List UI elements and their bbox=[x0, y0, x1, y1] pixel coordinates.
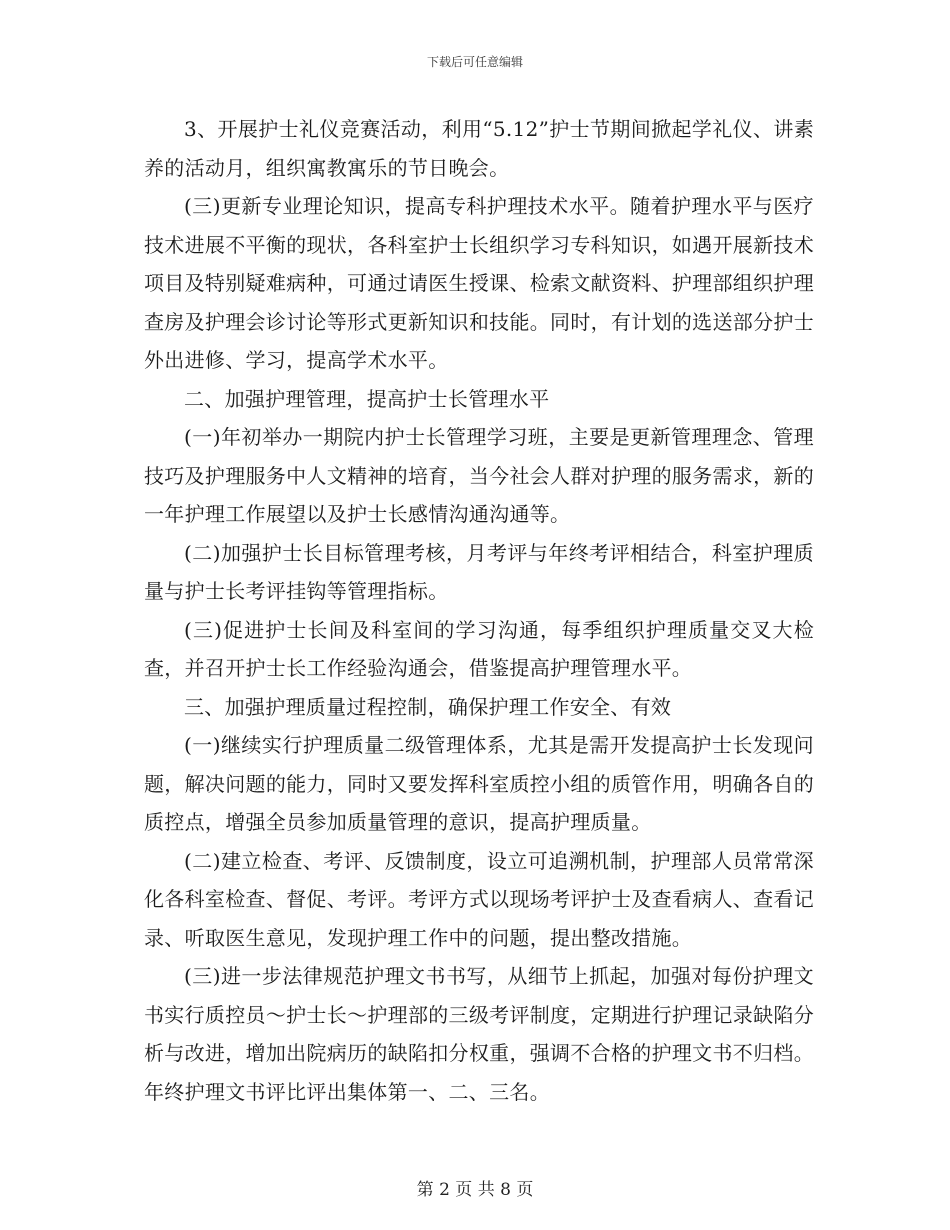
paragraph-7: (二)建立检查、考评、反馈制度，设立可追溯机制，护理部人员常常深化各科室检查、督促、考评。考评方式以现场考评护士及查看病人、查看记录、听取医生意见，发现护理工作中的问题，提出整改措施。 bbox=[144, 848, 814, 950]
paragraph-6: (一)继续实行护理质量二级管理体系，尤其是需开发提高护士长发现问题，解决问题的能力，同时又要发挥科室质控小组的质管作用，明确各自的质控点，增强全员参加质量管理的意识，提高护理质量。 bbox=[144, 733, 814, 834]
body-text bbox=[144, 110, 814, 1111]
paragraph-8: (三)进一步法律规范护理文书书写，从细节上抓起，加强对每份护理文书实行质控员～护士长～护理部的三级考评制度，定期进行护理记录缺陷分析与改进，增加出院病历的缺陷扣分权重，强调不合格的护理文书不归档。年终护理文书评比评出集体第一、二、三名。 bbox=[144, 964, 814, 1104]
paragraph-1: 3、开展护士礼仪竞赛活动，利用“5.12”护士节期间掀起学礼仪、讲素养的活动月，组织寓教寓乐的节日晚会。 bbox=[144, 117, 814, 180]
paragraph-2: (三)更新专业理论知识，提高专科护理技术水平。随着护理水平与医疗技术进展不平衡的现状，各科室护士长组织学习专科知识，如遇开展新技术项目及特别疑难病种，可通过请医生授课、检索文献资料、护理部组织护理查房及护理会诊讨论等形式更新知识和技能。同时，有计划的选送部分护士外出进修、学习，提高学术水平。 bbox=[144, 194, 814, 372]
paragraph-5: (三)促进护士长间及科室间的学习沟通，每季组织护理质量交叉大检查，并召开护士长工作经验沟通会，借鉴提高护理管理水平。 bbox=[144, 617, 814, 680]
page-footer: 第 2 页 共 8 页 bbox=[416, 1180, 534, 1200]
paragraph-3: (一)年初举办一期院内护士长管理学习班，主要是更新管理理念、管理技巧及护理服务中人文精神的培育，当今社会人群对护理的服务需求，新的一年护理工作展望以及护士长感情沟通沟通等。 bbox=[144, 425, 814, 526]
section-heading-2: 二、加强护理管理，提高护士长管理水平 bbox=[184, 386, 550, 411]
paragraph-4: (二)加强护士长目标管理考核，月考评与年终考评相结合，科室护理质量与护士长考评挂钩等管理指标。 bbox=[144, 540, 814, 603]
header-note: 下载后可任意编辑 bbox=[426, 55, 523, 69]
section-heading-3: 三、加强护理质量过程控制，确保护理工作安全、有效 bbox=[184, 694, 672, 719]
